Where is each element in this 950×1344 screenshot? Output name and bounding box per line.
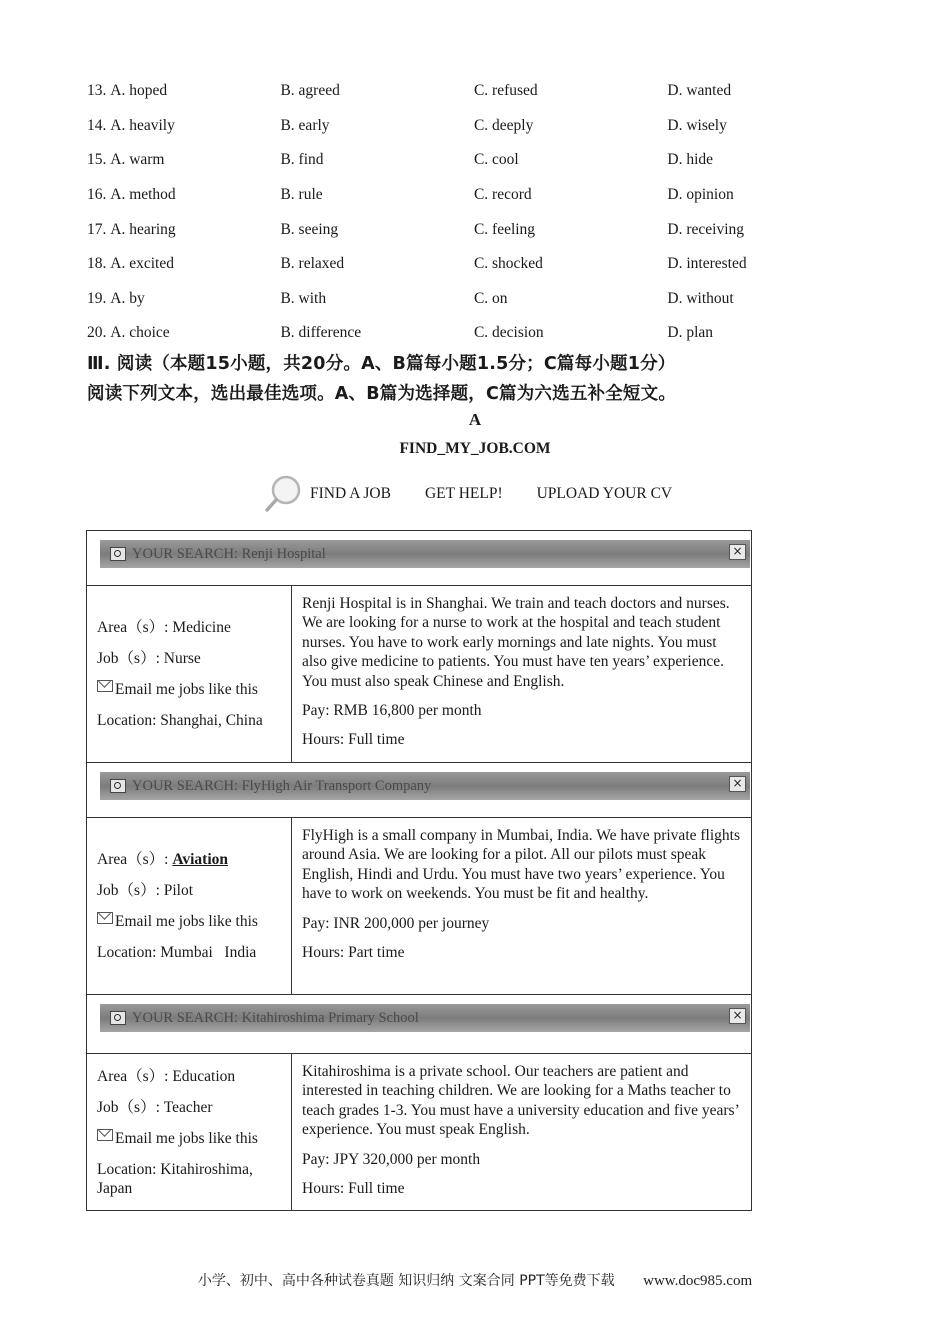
job-description: Kitahiroshima is a private school. Our teachers are patient and interested in teaching children. We are looking for a Maths teacher to teach grades 1-3. You must have a university education and five years’ experience. You must speak English. — [302, 1063, 739, 1139]
search-bar — [100, 772, 750, 800]
job-location: Location: Mumbai India — [97, 944, 257, 961]
email-me-link[interactable]: Email me jobs like this — [97, 680, 291, 699]
job-description: FlyHigh is a small company in Mumbai, India. We have private flights around Asia. We are looking for a pilot. All our pilots must speak English, Hindi and Urdu. You must have two years’ experience. You have to work on weekends. You must be fit and healthy. — [302, 827, 740, 903]
job-details — [87, 1054, 292, 1210]
job-area: Area（s）: Medicine — [97, 619, 231, 636]
search-title: YOUR SEARCH: FlyHigh Air Transport Company — [132, 777, 432, 794]
mail-icon — [97, 1129, 113, 1141]
job-search-header — [87, 531, 751, 586]
job-listing — [87, 586, 751, 763]
email-me-link[interactable]: Email me jobs like this — [97, 1129, 291, 1148]
nav-find-a-job[interactable]: FIND A JOB — [310, 485, 391, 502]
job-pay: Pay: INR 200,000 per journey — [302, 914, 490, 932]
close-icon[interactable]: × — [729, 1008, 746, 1024]
mail-icon — [97, 912, 113, 924]
search-bar — [100, 540, 750, 568]
option-row-13: 13. A. hoped B. agreed C. refused D. wanted — [87, 82, 732, 100]
job-pay: Pay: JPY 320,000 per month — [302, 1150, 481, 1168]
job-description-cell — [292, 818, 751, 994]
job-search-header — [87, 995, 751, 1054]
job-search-header — [87, 763, 751, 818]
job-title: Job（s）: Pilot — [97, 882, 194, 899]
footer-url[interactable]: www.doc985.com — [643, 1273, 753, 1289]
close-icon[interactable]: × — [729, 544, 746, 560]
nav-get-help[interactable]: GET HELP! — [424, 485, 503, 502]
site-nav — [262, 472, 706, 516]
footer-text: 小学、初中、高中各种试卷真题 知识归纳 文案合同 PPT等免费下载 — [197, 1273, 615, 1289]
option-row-15: 15. A. warm B. find C. cool D. hide — [87, 151, 714, 169]
job-location: Location: Shanghai, China — [97, 712, 263, 729]
section-instruction: 阅读下列文本，选出最佳选项。A、B篇为选择题，C篇为六选五补全短文。 — [87, 384, 677, 404]
job-area: Area（s）: Aviation — [97, 851, 229, 868]
job-hours: Hours: Full time — [302, 731, 405, 749]
job-listings-table — [86, 530, 752, 1211]
job-area: Area（s）: Education — [97, 1067, 236, 1085]
job-pay: Pay: RMB 16,800 per month — [302, 702, 482, 720]
option-row-17: 17. A. hearing B. seeing C. feeling D. receiving — [87, 220, 745, 238]
nav-upload-cv[interactable]: UPLOAD YOUR CV — [536, 485, 673, 502]
passage-letter: A — [468, 410, 482, 429]
job-description-cell — [292, 1054, 751, 1210]
option-row-18: 18. A. excited B. relaxed C. shocked D. interested — [87, 255, 747, 273]
job-hours: Hours: Part time — [302, 943, 405, 961]
job-description: Renji Hospital is in Shanghai. We train and teach doctors and nurses. We are looking for a nurse to work at the hospital and teach student nurses. You have to work early mornings and late nights. You must also give medicine to patients. You must have ten years’ experience. You must also speak Chinese and English. — [302, 595, 730, 690]
page-footer — [0, 1270, 950, 1290]
search-icon — [110, 547, 126, 561]
job-listing — [87, 1054, 751, 1210]
search-bar — [100, 1004, 750, 1032]
option-row-20: 20. A. choice B. difference C. decision D. plan — [87, 324, 714, 342]
option-row-19: 19. A. by B. with C. on D. without — [87, 289, 734, 307]
job-details — [87, 586, 292, 762]
cloze-options — [87, 74, 807, 351]
search-title: YOUR SEARCH: Kitahiroshima Primary School — [132, 1009, 419, 1026]
job-location: Location: Kitahiroshima, Japan — [97, 1160, 253, 1197]
job-details — [87, 818, 292, 994]
option-row-16: 16. A. method B. rule C. record D. opinion — [87, 186, 734, 204]
magnifier-icon — [262, 472, 306, 516]
section-heading: Ⅲ. 阅读（本题15小题，共20分。A、B篇每小题1.5分；C篇每小题1分） — [87, 354, 676, 374]
search-icon — [110, 779, 126, 793]
email-me-link[interactable]: Email me jobs like this — [97, 912, 291, 931]
option-row-14: 14. A. heavily B. early C. deeply D. wisely — [87, 116, 727, 134]
site-name: FIND_MY_JOB.COM — [399, 440, 551, 457]
job-listing — [87, 818, 751, 995]
mail-icon — [97, 680, 113, 692]
close-icon[interactable]: × — [729, 776, 746, 792]
search-icon — [110, 1011, 126, 1025]
job-title: Job（s）: Teacher — [97, 1098, 213, 1116]
search-title: YOUR SEARCH: Renji Hospital — [132, 545, 326, 562]
job-hours: Hours: Full time — [302, 1179, 405, 1197]
job-description-cell — [292, 586, 751, 762]
job-title: Job（s）: Nurse — [97, 650, 201, 667]
